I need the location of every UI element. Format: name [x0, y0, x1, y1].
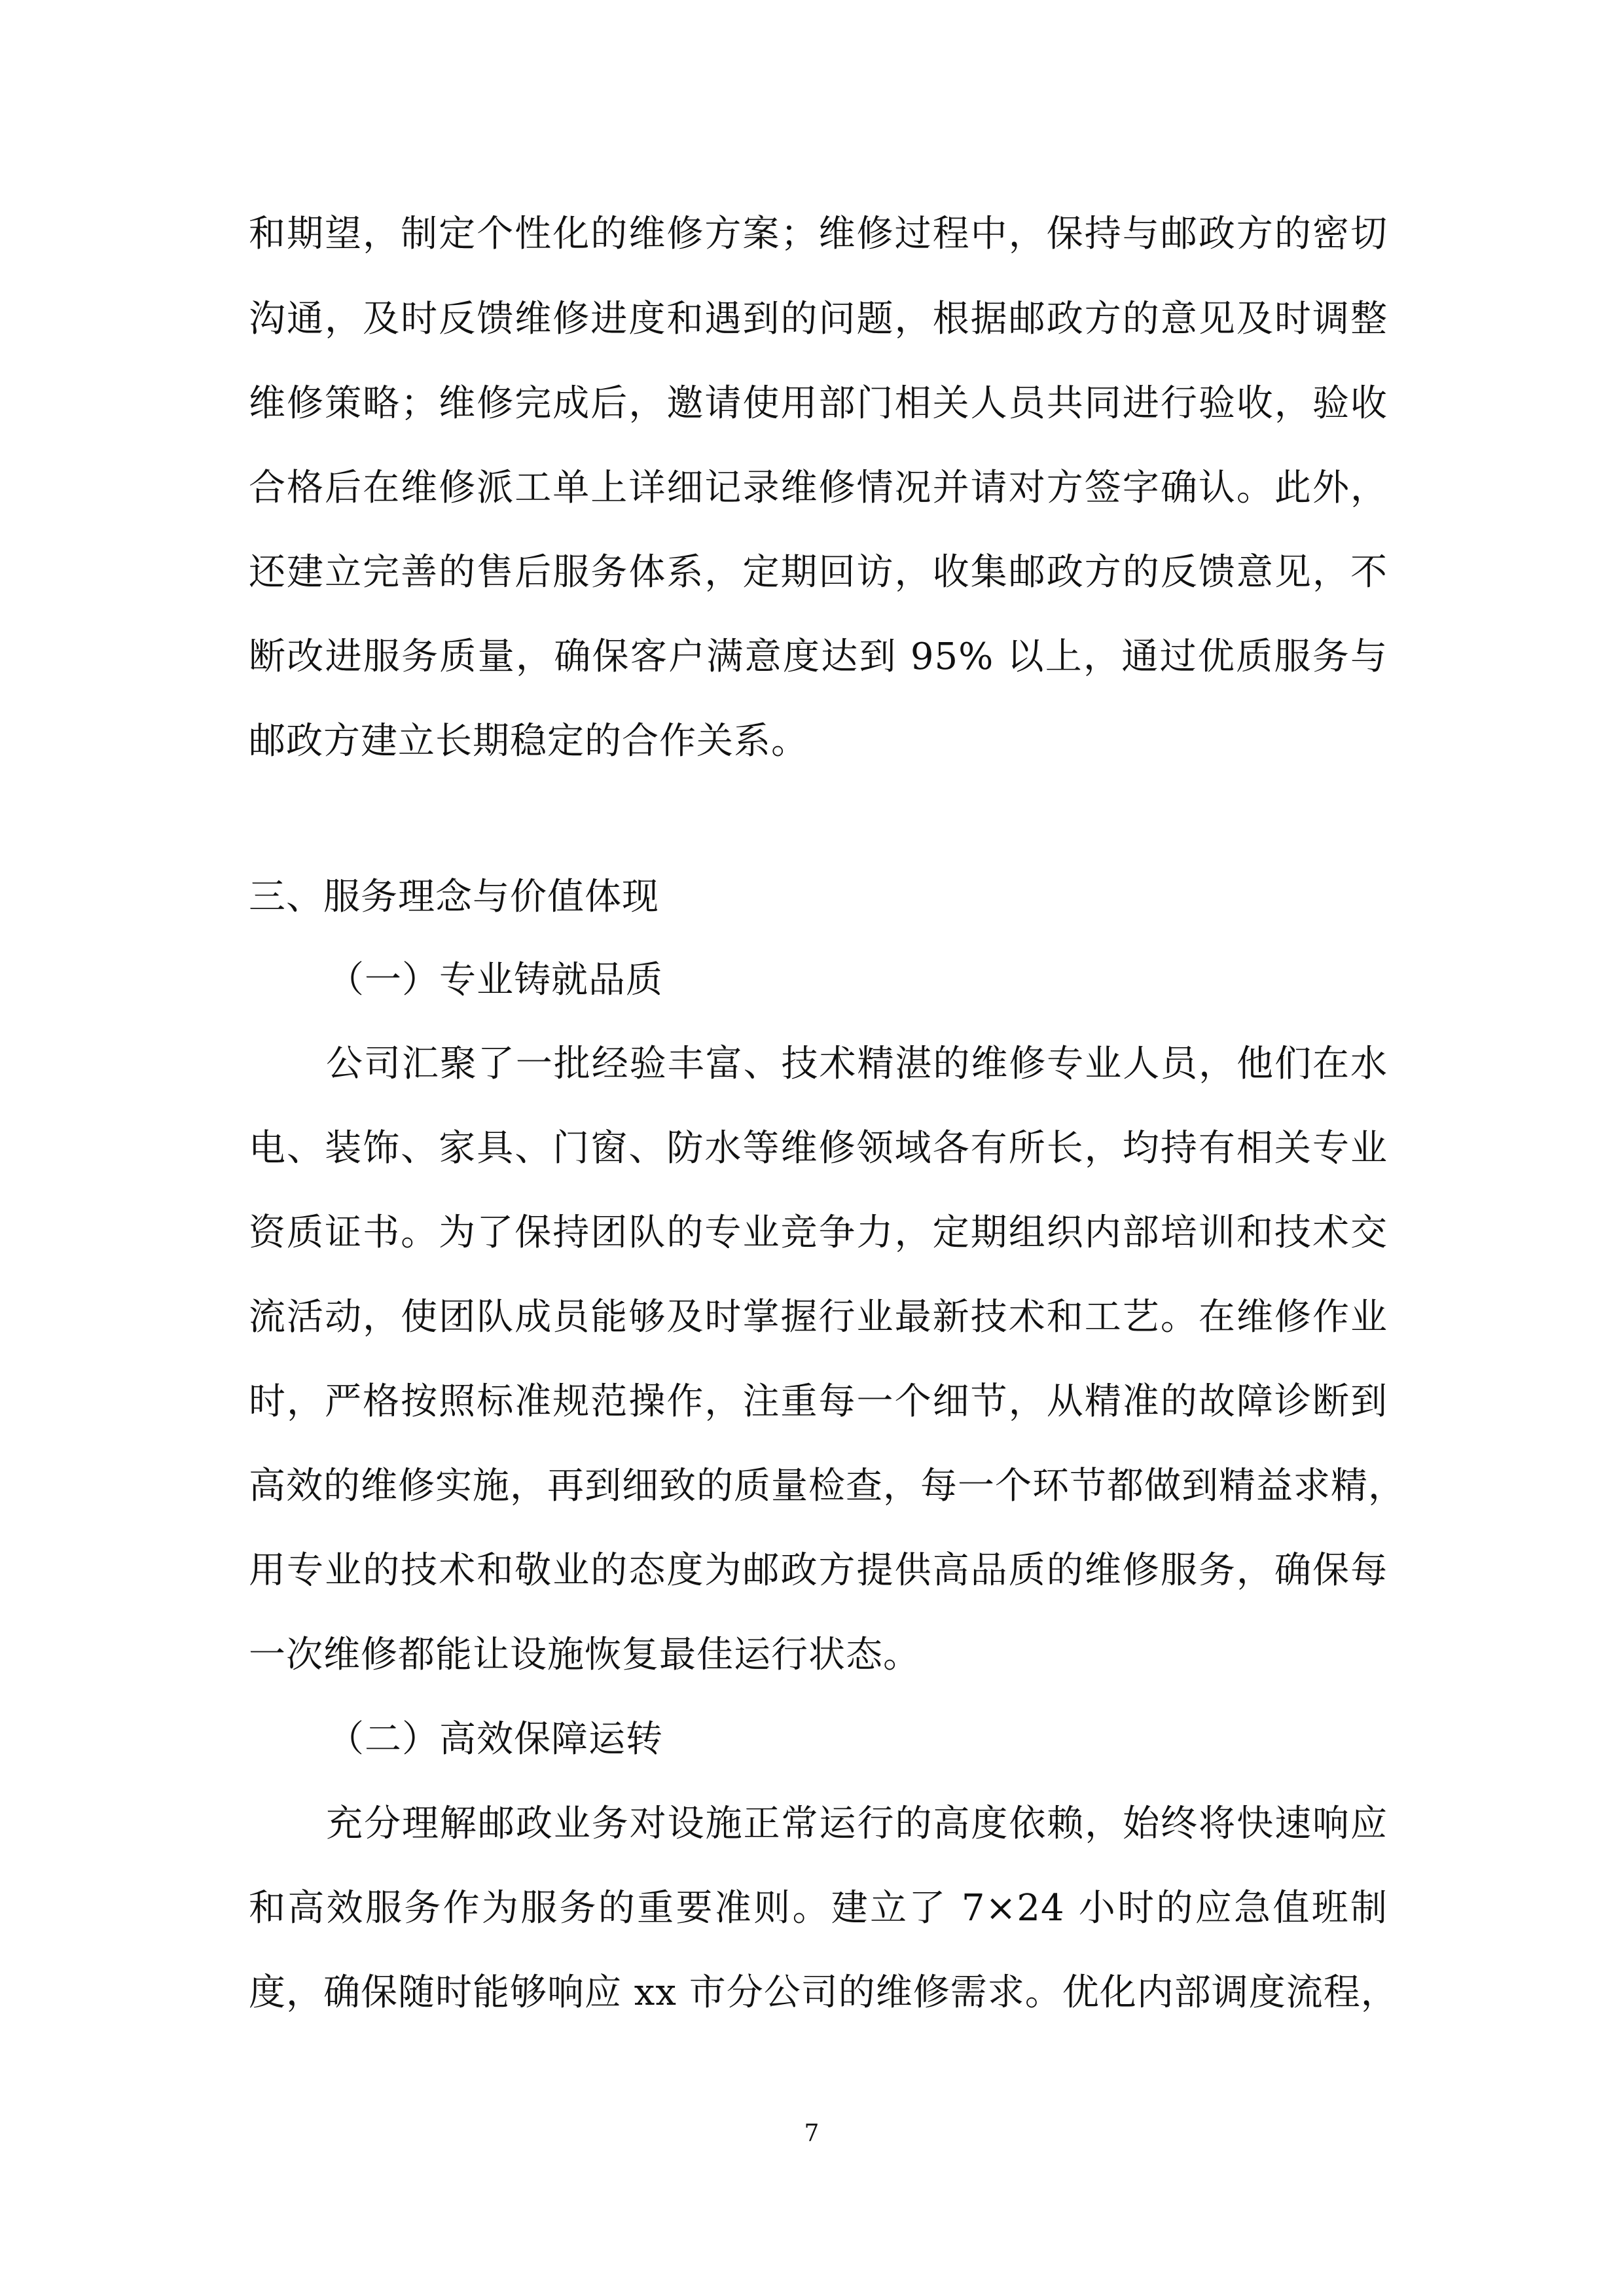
section-heading: 三、服务理念与价值体现 — [249, 876, 659, 918]
paragraph-line: 用专业的技术和敬业的态度为邮政方提供高品质的维修服务，确保每 — [249, 1549, 1388, 1592]
paragraph-line: 充分理解邮政业务对设施正常运行的高度依赖，始终将快速响应 — [326, 1803, 1388, 1845]
paragraph-line: 维修策略；维修完成后，邀请使用部门相关人员共同进行验收，验收 — [249, 382, 1388, 425]
paragraph-line: 一次维修都能让设施恢复最佳运行状态。 — [249, 1634, 920, 1676]
paragraph-line: 高效的维修实施，再到细致的质量检查，每一个环节都做到精益求精， — [249, 1465, 1405, 1507]
paragraph-line: 沟通，及时反馈维修进度和遇到的问题，根据邮政方的意见及时调整 — [249, 298, 1388, 340]
paragraph-line: 资质证书。为了保持团队的专业竞争力，定期组织内部培训和技术交 — [249, 1211, 1388, 1254]
paragraph-line: 和期望，制定个性化的维修方案；维修过程中，保持与邮政方的密切 — [249, 213, 1388, 255]
paragraph-line: 流活动，使团队成员能够及时掌握行业最新技术和工艺。在维修作业 — [249, 1296, 1388, 1338]
page-number: 7 — [804, 2120, 820, 2147]
paragraph-line: 电、装饰、家具、门窗、防水等维修领域各有所长，均持有相关专业 — [249, 1127, 1388, 1170]
paragraph-line: 公司汇聚了一批经验丰富、技术精湛的维修专业人员，他们在水 — [326, 1043, 1388, 1085]
paragraph-line: 邮政方建立长期稳定的合作关系。 — [249, 720, 808, 762]
paragraph-line: 断改进服务质量，确保客户满意度达到 95% 以上，通过优质服务与 — [249, 636, 1388, 678]
subsection-heading: （二）高效保障运转 — [327, 1718, 663, 1761]
paragraph-line: 时，严格按照标准规范操作，注重每一个细节，从精准的故障诊断到 — [249, 1380, 1388, 1423]
subsection-heading: （一）专业铸就品质 — [327, 959, 663, 1001]
paragraph-line: 还建立完善的售后服务体系，定期回访，收集邮政方的反馈意见，不 — [249, 551, 1388, 594]
paragraph-line: 和高效服务作为服务的重要准则。建立了 7×24 小时的应急值班制 — [249, 1887, 1388, 1929]
paragraph-line: 度，确保随时能够响应 xx 市分公司的维修需求。优化内部调度流程， — [249, 1971, 1398, 2014]
paragraph-line: 合格后在维修派工单上详细记录维修情况并请对方签字确认。此外， — [249, 467, 1388, 509]
